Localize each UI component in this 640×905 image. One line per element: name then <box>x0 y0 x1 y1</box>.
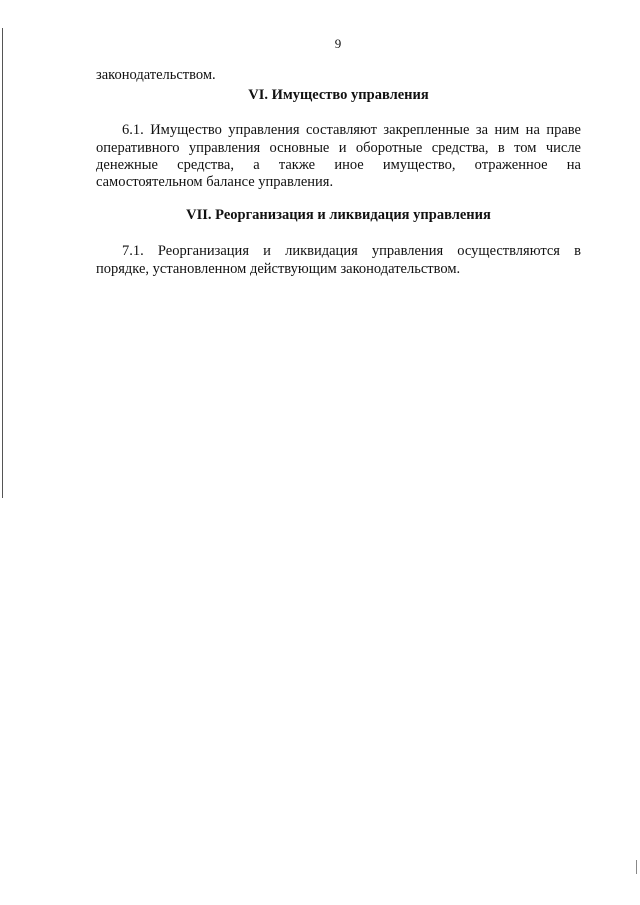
section-7-line-1: 7.1. Реорганизация и ликвидация управления осуществляются в <box>122 243 581 259</box>
continuation-line: законодательством. <box>96 67 216 83</box>
section-6-line-2: оперативного управления основные и оборотные средства, в том числе <box>96 140 581 156</box>
scan-edge-right <box>636 860 637 874</box>
scan-edge-left <box>2 28 3 498</box>
page-number: 9 <box>334 36 342 51</box>
section-7-heading: VII. Реорганизация и ликвидация управления <box>186 207 491 223</box>
section-6-line-4: самостоятельном балансе управления. <box>96 174 334 190</box>
section-6-line-3: денежные средства, а также иное имущество, отраженное на <box>96 157 581 173</box>
section-6-line-1: 6.1. Имущество управления составляют закрепленные за ним на праве <box>122 122 581 138</box>
section-6-heading: VI. Имущество управления <box>248 87 429 103</box>
section-7-line-2: порядке, установленном действующим законодательством. <box>96 261 461 277</box>
